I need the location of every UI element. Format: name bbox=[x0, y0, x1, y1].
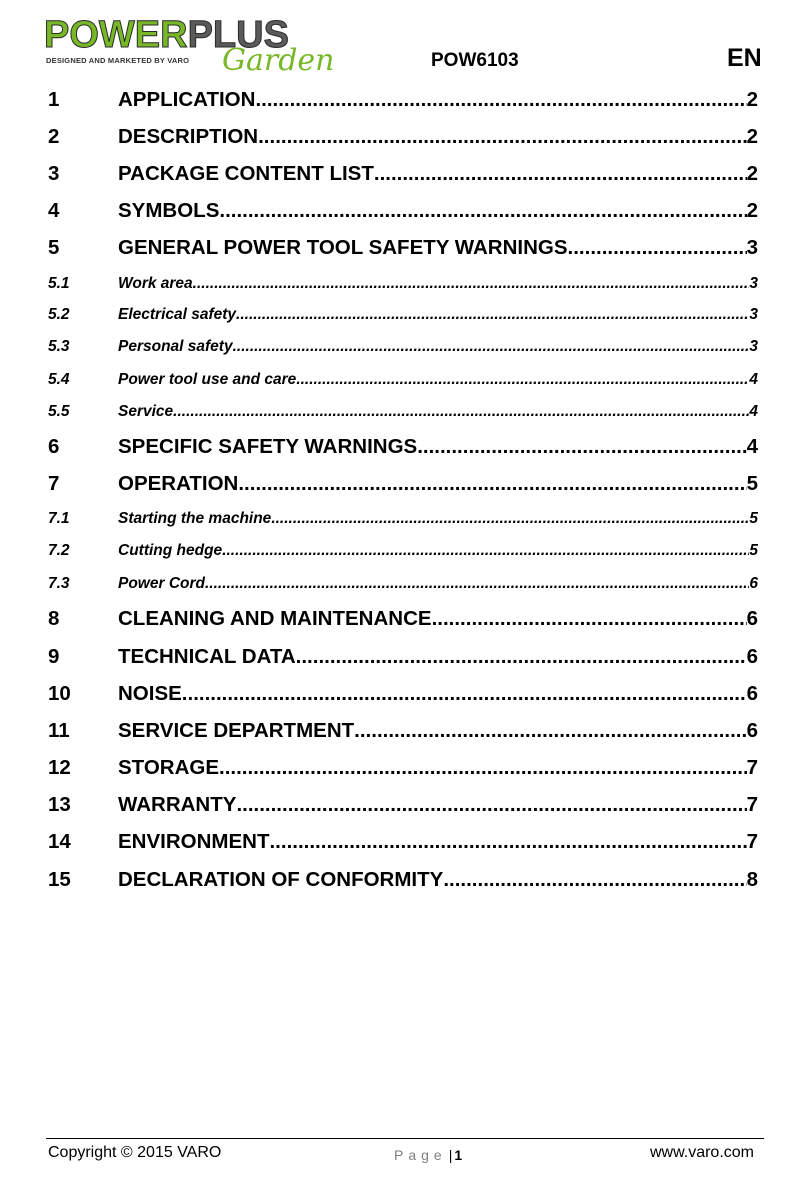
toc-number: 15 bbox=[48, 868, 71, 891]
page-label: Page bbox=[394, 1147, 447, 1163]
toc-leader-dots bbox=[443, 868, 746, 892]
toc-title: Electrical safety bbox=[118, 306, 237, 323]
toc-entry[interactable] bbox=[48, 472, 758, 498]
toc-title: ENVIRONMENT bbox=[118, 830, 270, 853]
toc-title: CLEANING AND MAINTENANCE bbox=[118, 607, 432, 630]
toc-number: 10 bbox=[48, 682, 71, 705]
toc-entry[interactable] bbox=[48, 125, 758, 151]
toc-number: 14 bbox=[48, 830, 71, 853]
toc-entry[interactable] bbox=[48, 793, 758, 819]
toc-title: APPLICATION bbox=[118, 88, 256, 111]
toc-leader-dots bbox=[193, 275, 750, 293]
toc-subentry[interactable] bbox=[48, 275, 758, 295]
toc-leader-dots bbox=[354, 719, 746, 743]
toc-title: PACKAGE CONTENT LIST bbox=[118, 162, 374, 185]
toc-number: 5.2 bbox=[48, 306, 70, 323]
toc-title: OPERATION bbox=[118, 472, 239, 495]
toc-page-number: 8 bbox=[746, 868, 758, 891]
toc-entry[interactable] bbox=[48, 607, 758, 633]
toc-number: 5.4 bbox=[48, 371, 70, 388]
footer-website: www.varo.com bbox=[649, 1144, 754, 1161]
footer-copyright: Copyright © 2015 VARO bbox=[48, 1144, 222, 1161]
page-separator: | bbox=[448, 1147, 453, 1163]
powerplus-garden-logo bbox=[44, 14, 344, 78]
toc-number: 7.2 bbox=[48, 542, 70, 559]
toc-page-number: 7 bbox=[746, 830, 758, 853]
toc-page-number: 3 bbox=[749, 275, 758, 292]
toc-title: SPECIFIC SAFETY WARNINGS bbox=[118, 435, 418, 458]
toc-page-number: 7 bbox=[746, 756, 758, 779]
toc-number: 6 bbox=[48, 435, 60, 458]
toc-page-number: 5 bbox=[746, 472, 758, 495]
toc-entry[interactable] bbox=[48, 868, 758, 894]
toc-entry[interactable] bbox=[48, 682, 758, 708]
toc-page-number: 6 bbox=[746, 645, 758, 668]
toc-page-number: 4 bbox=[746, 435, 758, 458]
toc-page-number: 4 bbox=[749, 371, 758, 388]
toc-leader-dots bbox=[374, 162, 747, 186]
toc-number: 11 bbox=[48, 719, 70, 742]
toc-number: 5.1 bbox=[48, 275, 70, 292]
toc-leader-dots bbox=[432, 607, 747, 631]
toc-leader-dots bbox=[236, 793, 746, 817]
toc-page-number: 2 bbox=[746, 88, 758, 111]
toc-title: GENERAL POWER TOOL SAFETY WARNINGS bbox=[118, 236, 568, 259]
toc-entry[interactable] bbox=[48, 645, 758, 671]
toc-title: WARRANTY bbox=[118, 793, 237, 816]
toc-number: 7.1 bbox=[48, 510, 70, 527]
toc-number: 4 bbox=[48, 199, 60, 222]
toc-title: TECHNICAL DATA bbox=[118, 645, 296, 668]
toc-leader-dots bbox=[219, 199, 746, 223]
toc-number: 3 bbox=[48, 162, 60, 185]
toc-leader-dots bbox=[173, 403, 749, 421]
toc-number: 1 bbox=[48, 88, 60, 111]
toc-title: DECLARATION OF CONFORMITY bbox=[118, 868, 444, 891]
toc-title: NOISE bbox=[118, 682, 182, 705]
toc-subentry[interactable] bbox=[48, 338, 758, 358]
toc-entry[interactable] bbox=[48, 435, 758, 461]
logo-script: Garden bbox=[222, 43, 335, 78]
toc-number: 5.3 bbox=[48, 338, 70, 355]
toc-entry[interactable] bbox=[48, 236, 758, 262]
toc-title: DESCRIPTION bbox=[118, 125, 259, 148]
toc-leader-dots bbox=[205, 575, 749, 593]
toc-leader-dots bbox=[238, 472, 746, 496]
toc-number: 7.3 bbox=[48, 575, 70, 592]
toc-page-number: 5 bbox=[749, 542, 758, 559]
toc-title: SYMBOLS bbox=[118, 199, 220, 222]
toc-page-number: 5 bbox=[749, 510, 758, 527]
toc-number: 8 bbox=[48, 607, 60, 630]
model-number: POW6103 bbox=[431, 50, 519, 71]
page-number: 1 bbox=[454, 1147, 463, 1163]
toc-number: 7 bbox=[48, 472, 60, 495]
toc-subentry[interactable] bbox=[48, 403, 758, 423]
toc-page-number: 2 bbox=[746, 162, 758, 185]
footer-divider bbox=[46, 1138, 764, 1139]
toc-leader-dots bbox=[296, 371, 749, 389]
toc-leader-dots bbox=[258, 125, 746, 149]
toc-title: Cutting hedge bbox=[118, 542, 223, 559]
toc-page-number: 3 bbox=[746, 236, 758, 259]
toc-title: Starting the machine bbox=[118, 510, 272, 527]
logo-tagline: DESIGNED AND MARKETED BY VARO bbox=[46, 56, 190, 65]
toc-leader-dots bbox=[269, 830, 746, 854]
toc-entry[interactable] bbox=[48, 162, 758, 188]
toc-leader-dots bbox=[182, 682, 747, 706]
toc-page-number: 6 bbox=[746, 682, 758, 705]
toc-number: 2 bbox=[48, 125, 60, 148]
toc-page-number: 3 bbox=[749, 338, 758, 355]
toc-title: Work area bbox=[118, 275, 193, 292]
toc-page-number: 6 bbox=[749, 575, 758, 592]
toc-entry[interactable] bbox=[48, 719, 758, 745]
toc-entry[interactable] bbox=[48, 199, 758, 225]
toc-subentry[interactable] bbox=[48, 575, 758, 595]
toc-number: 5.5 bbox=[48, 403, 70, 420]
toc-leader-dots bbox=[568, 236, 747, 260]
toc-subentry[interactable] bbox=[48, 510, 758, 530]
toc-entry[interactable] bbox=[48, 830, 758, 856]
toc-page-number: 3 bbox=[749, 306, 758, 323]
toc-page-number: 6 bbox=[746, 719, 758, 742]
language-code: EN bbox=[727, 44, 762, 72]
toc-title: Power tool use and care bbox=[118, 371, 297, 388]
toc-title: SERVICE DEPARTMENT bbox=[118, 719, 355, 742]
toc-entry[interactable] bbox=[48, 756, 758, 782]
footer-page-indicator bbox=[394, 1147, 462, 1163]
toc-subentry[interactable] bbox=[48, 371, 758, 391]
toc-number: 12 bbox=[48, 756, 71, 779]
toc-subentry[interactable] bbox=[48, 306, 758, 326]
toc-title: STORAGE bbox=[118, 756, 219, 779]
toc-leader-dots bbox=[255, 88, 746, 112]
toc-page-number: 2 bbox=[746, 199, 758, 222]
toc-entry[interactable] bbox=[48, 88, 758, 114]
toc-title: Service bbox=[118, 403, 174, 420]
toc-number: 13 bbox=[48, 793, 71, 816]
toc-leader-dots bbox=[236, 306, 749, 324]
toc-title: Power Cord bbox=[118, 575, 205, 592]
toc-title: Personal safety bbox=[118, 338, 233, 355]
toc-subentry[interactable] bbox=[48, 542, 758, 562]
toc-leader-dots bbox=[271, 510, 749, 528]
toc-page-number: 7 bbox=[746, 793, 758, 816]
toc-leader-dots bbox=[219, 756, 747, 780]
toc-number: 5 bbox=[48, 236, 60, 259]
toc-leader-dots bbox=[222, 542, 749, 560]
toc-page-number: 2 bbox=[746, 125, 758, 148]
toc-leader-dots bbox=[233, 338, 750, 356]
toc-page-number: 6 bbox=[746, 607, 758, 630]
toc-leader-dots bbox=[417, 435, 746, 459]
toc-leader-dots bbox=[296, 645, 747, 669]
toc-number: 9 bbox=[48, 645, 60, 668]
logo-wordmark: POWERPLUS bbox=[44, 14, 289, 56]
toc-page-number: 4 bbox=[749, 403, 758, 420]
